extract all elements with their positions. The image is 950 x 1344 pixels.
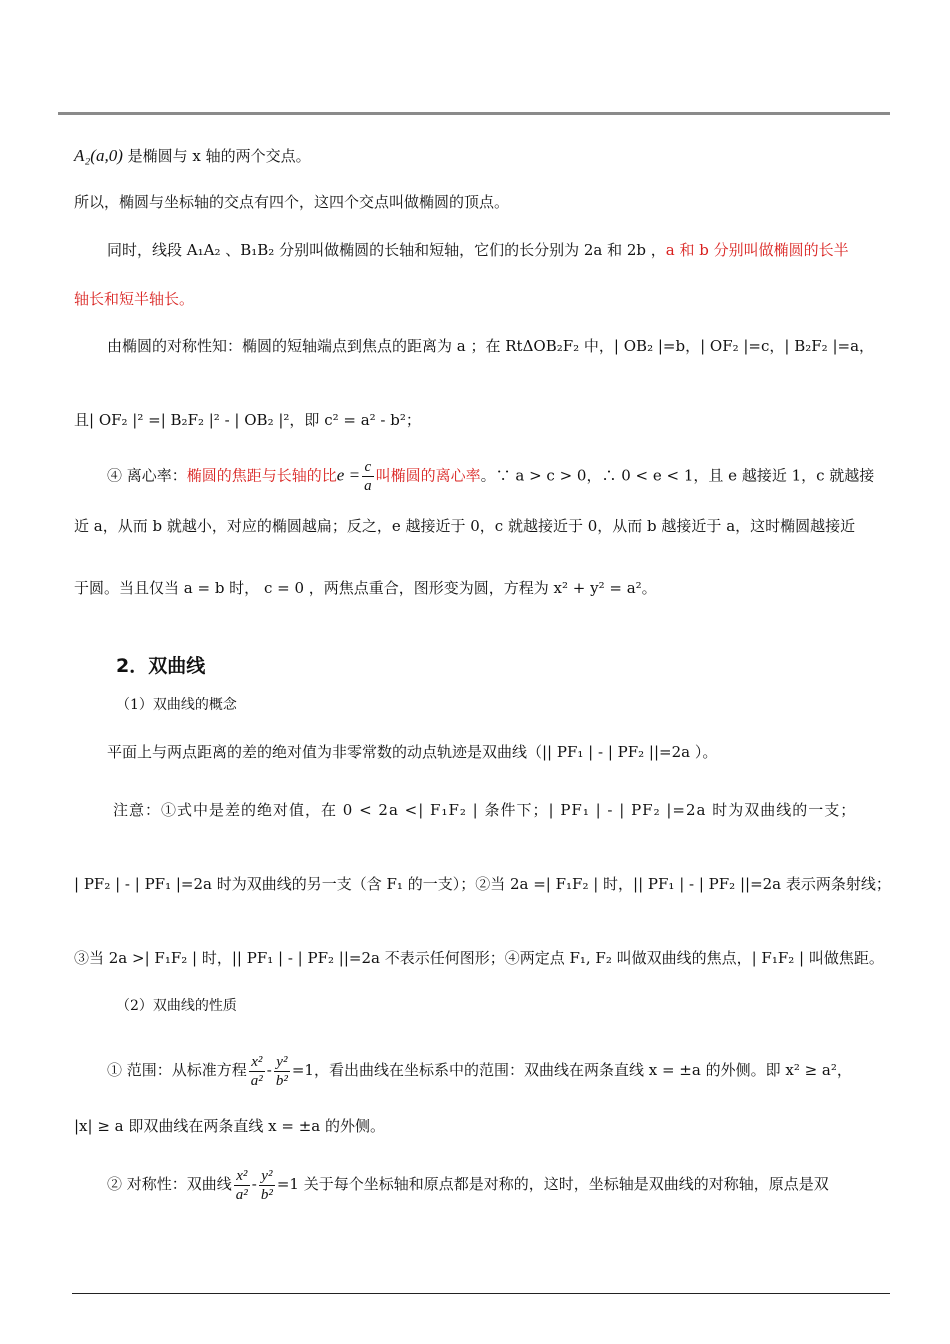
numerator: c — [362, 458, 374, 477]
denominator: b² — [260, 1186, 273, 1203]
numerator: y² — [259, 1167, 275, 1186]
fraction-y2-b2 — [259, 1167, 275, 1204]
paragraph-symmetry-hyperbola — [107, 1162, 829, 1206]
highlight-text: 叫椭圆的离心率 — [375, 466, 481, 485]
minus: - — [266, 1061, 272, 1079]
paragraph-eccentricity-end: 于圆。当且仅当 a = b 时， c = 0 ，两焦点重合，图形变为圆，方程为 x² + y² = a²。 — [74, 579, 657, 597]
denominator: b² — [275, 1072, 288, 1089]
numerator: x² — [234, 1167, 250, 1186]
text: ② 对称性：双曲线 — [107, 1175, 232, 1193]
text: ④ 离心率： — [107, 466, 187, 485]
fraction-c-over-a — [362, 458, 374, 495]
math-a2: A₂(a,0) — [74, 146, 123, 165]
numerator: y² — [274, 1053, 290, 1072]
text: 同时，线段 A₁A₂ 、B₁B₂ 分别叫做椭圆的长轴和短轴，它们的长分别为 2a 和 2b ， — [107, 241, 666, 259]
paragraph-note-cont: | PF₂ | - | PF₁ |=2a 时为双曲线的另一支（含 F₁ 的一支）；②当 2a =| F₁F₂ | 时，|| PF₁ | - | PF₂ ||=2a 表示两条射线； — [74, 875, 891, 893]
text: =1 关于每个坐标轴和原点都是对称的，这时，坐标轴是双曲线的对称轴，原点是双 — [276, 1175, 829, 1193]
paragraph-vertices: 所以，椭圆与坐标轴的交点有四个，这四个交点叫做椭圆的顶点。 — [74, 193, 510, 211]
highlight-text: 椭圆的焦距与长轴的比 — [186, 466, 337, 485]
paragraph-range — [107, 1048, 852, 1092]
fraction-x2-a2 — [249, 1053, 265, 1090]
text: 。∵ a > c > 0，∴ 0 < e < 1，且 e 越接近 1，c 就越接 — [480, 466, 875, 485]
paragraph-axes — [107, 240, 849, 260]
text: 是椭圆与 x 轴的两个交点。 — [127, 147, 311, 165]
math-e: e = — [336, 465, 361, 485]
minus: - — [251, 1175, 257, 1193]
section-heading-hyperbola: 2．双曲线 — [116, 655, 206, 677]
fraction-x2-a2 — [234, 1167, 250, 1204]
denominator: a² — [235, 1186, 248, 1203]
denominator: a² — [250, 1072, 263, 1089]
text: ① 范围：从标准方程 — [107, 1061, 247, 1079]
paragraph-note-end: ③当 2a >| F₁F₂ | 时，|| PF₁ | - | PF₂ ||=2a 不表示任何图形；④两定点 F₁, F₂ 叫做双曲线的焦点，| F₁F₂ | 叫做焦距。 — [74, 949, 884, 967]
highlight-text: a 和 b 分别叫做椭圆的长半 — [665, 241, 849, 259]
paragraph-symmetry: 由椭圆的对称性知：椭圆的短轴端点到焦点的距离为 a ；在 RtΔOB₂F₂ 中，| OB₂ |=b，| OF₂ |=c，| B₂F₂ |=a， — [107, 337, 875, 355]
footer-rule — [72, 1293, 890, 1294]
paragraph-eccentricity — [107, 458, 874, 495]
subheading-concept: （1）双曲线的概念 — [116, 697, 237, 713]
denominator: a — [364, 478, 372, 494]
paragraph-eccentricity-cont: 近 a，从而 b 就越小，对应的椭圆越扁；反之，e 越接近于 0，c 就越接近于 0，从而 b 越接近于 a，这时椭圆越接近 — [74, 517, 856, 535]
text: =1，看出曲线在坐标系中的范围：双曲线在两条直线 x = ±a 的外侧。即 x² ≥ a²， — [291, 1061, 852, 1079]
paragraph-note: 注意：①式中是差的绝对值，在 0 < 2a <| F₁F₂ | 条件下；| PF₁ | - | PF₂ |=2a 时为双曲线的一支； — [113, 801, 857, 819]
header-rule — [58, 112, 890, 115]
paragraph-range-cont: |x| ≥ a 即双曲线在两条直线 x = ±a 的外侧。 — [74, 1117, 385, 1135]
fraction-y2-b2 — [274, 1053, 290, 1090]
paragraph-relation: 且| OF₂ |² =| B₂F₂ |² - | OB₂ |²，即 c² = a² - b²； — [74, 411, 421, 429]
paragraph-axes-cont: 轴长和短半轴长。 — [74, 290, 195, 308]
subheading-properties: （2）双曲线的性质 — [116, 998, 237, 1014]
paragraph-definition: 平面上与两点距离的差的绝对值为非零常数的动点轨迹是双曲线（|| PF₁ | - | PF₂ ||=2a ）。 — [107, 743, 718, 761]
numerator: x² — [249, 1053, 265, 1072]
paragraph-vertex-a2 — [74, 146, 311, 166]
